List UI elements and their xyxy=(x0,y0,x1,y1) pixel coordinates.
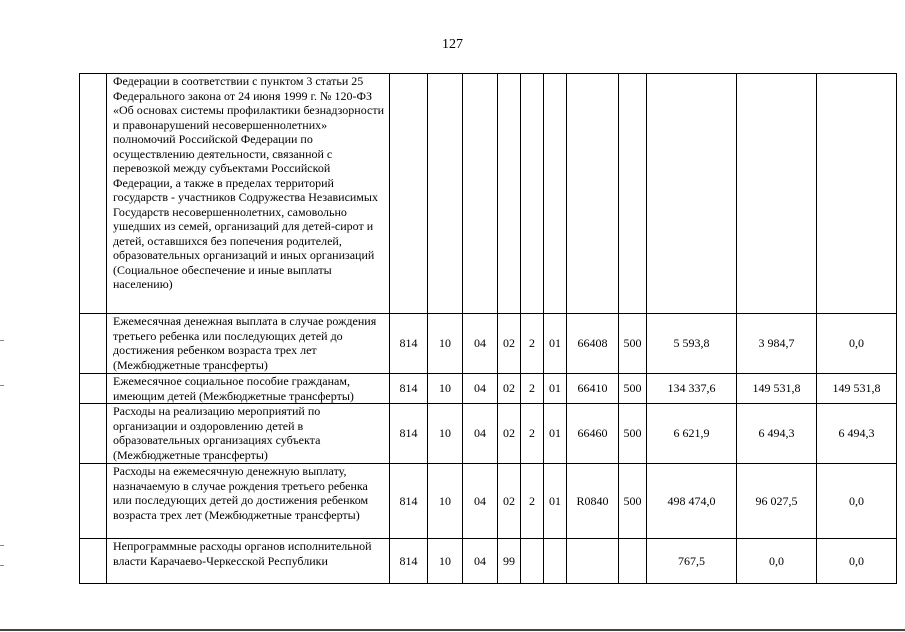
program-cell: 02 xyxy=(498,464,521,539)
subsection-cell: 04 xyxy=(463,314,498,374)
table-row xyxy=(80,404,897,464)
table-row xyxy=(80,539,897,584)
description-cell: Федерации в соответствии с пунктом 3 статьи 25 Федерального закона от 24 июня 1999 г. № 120-ФЗ «Об основах системы профилактики безнадзорности и правонарушений несовершеннолетних» полномочий Российской Федерации по осуществлению деятельности, связанной с перевозкой между субъектами Российской Федерации, а также в пределах территорий государств - участников Содружества Независимых Государств несовершеннолетних, самовольно ушедших из семей, организаций для детей-сирот и детей, оставшихся без попечения родителей, образовательных организаций и иных организаций (Социальное обеспечение и иные выплаты населению) xyxy=(107,74,390,314)
amount-year1-cell: 498 474,0 xyxy=(647,464,737,539)
amount-year1-cell: 6 621,9 xyxy=(647,404,737,464)
amount-year3-cell: 149 531,8 xyxy=(817,374,897,404)
table-row xyxy=(80,464,897,539)
amount-year3-cell xyxy=(817,74,897,314)
subsection-cell: 04 xyxy=(463,404,498,464)
amount-year1-cell: 5 593,8 xyxy=(647,314,737,374)
budget-table xyxy=(79,73,897,584)
direction-cell: 66410 xyxy=(567,374,619,404)
amount-year1-cell xyxy=(647,74,737,314)
amount-year2-cell: 0,0 xyxy=(737,539,817,584)
ministry-code-cell: 814 xyxy=(390,539,428,584)
direction-cell xyxy=(567,539,619,584)
section-cell: 10 xyxy=(428,539,463,584)
margin-mark xyxy=(0,565,4,566)
amount-year3-cell: 0,0 xyxy=(817,464,897,539)
expense-type-cell: 500 xyxy=(619,374,647,404)
subprogram-cell: 2 xyxy=(521,404,544,464)
description-cell: Ежемесячная денежная выплата в случае рождения третьего ребенка или последующих детей до достижения ребенком возраста трех лет (Межбюджетные трансферты) xyxy=(107,314,390,374)
amount-year3-cell: 0,0 xyxy=(817,314,897,374)
ministry-code-cell: 814 xyxy=(390,314,428,374)
measure-cell: 01 xyxy=(544,404,567,464)
ministry-code-cell: 814 xyxy=(390,464,428,539)
subsection-cell: 04 xyxy=(463,539,498,584)
program-cell: 02 xyxy=(498,314,521,374)
amount-year2-cell: 6 494,3 xyxy=(737,404,817,464)
measure-cell: 01 xyxy=(544,374,567,404)
table-row xyxy=(80,74,897,314)
table-row xyxy=(80,314,897,374)
page-number: 127 xyxy=(442,37,463,52)
table-row xyxy=(80,374,897,404)
direction-cell: 66408 xyxy=(567,314,619,374)
measure-cell: 01 xyxy=(544,464,567,539)
section-cell: 10 xyxy=(428,314,463,374)
subprogram-cell xyxy=(521,539,544,584)
ministry-code-cell: 814 xyxy=(390,374,428,404)
direction-cell xyxy=(567,74,619,314)
amount-year2-cell: 149 531,8 xyxy=(737,374,817,404)
expense-type-cell xyxy=(619,539,647,584)
direction-cell: R0840 xyxy=(567,464,619,539)
section-cell: 10 xyxy=(428,374,463,404)
margin-mark xyxy=(0,385,4,386)
description-cell: Расходы на ежемесячную денежную выплату, назначаемую в случае рождения третьего ребенка или последующих детей до достижения ребенком возраста трех лет (Межбюджетные трансферты) xyxy=(107,464,390,539)
measure-cell xyxy=(544,74,567,314)
subprogram-cell xyxy=(521,74,544,314)
margin-mark xyxy=(0,545,4,546)
subsection-cell xyxy=(463,74,498,314)
program-cell: 02 xyxy=(498,374,521,404)
measure-cell xyxy=(544,539,567,584)
direction-cell: 66460 xyxy=(567,404,619,464)
description-cell: Ежемесячное социальное пособие гражданам, имеющим детей (Межбюджетные трансферты) xyxy=(107,374,390,404)
subprogram-cell: 2 xyxy=(521,464,544,539)
amount-year2-cell: 96 027,5 xyxy=(737,464,817,539)
program-cell: 02 xyxy=(498,404,521,464)
expense-type-cell xyxy=(619,74,647,314)
amount-year2-cell: 3 984,7 xyxy=(737,314,817,374)
amount-year3-cell: 0,0 xyxy=(817,539,897,584)
subsection-cell: 04 xyxy=(463,374,498,404)
amount-year2-cell xyxy=(737,74,817,314)
index-cell xyxy=(80,404,107,464)
index-cell xyxy=(80,374,107,404)
description-cell: Расходы на реализацию мероприятий по организации и оздоровлению детей в образовательных организациях субъекта (Межбюджетные трансферты) xyxy=(107,404,390,464)
subsection-cell: 04 xyxy=(463,464,498,539)
ministry-code-cell: 814 xyxy=(390,404,428,464)
amount-year1-cell: 134 337,6 xyxy=(647,374,737,404)
index-cell xyxy=(80,314,107,374)
bottom-rule xyxy=(0,629,905,631)
section-cell: 10 xyxy=(428,404,463,464)
program-cell xyxy=(498,74,521,314)
ministry-code-cell xyxy=(390,74,428,314)
program-cell: 99 xyxy=(498,539,521,584)
margin-mark xyxy=(0,340,4,341)
index-cell xyxy=(80,464,107,539)
section-cell xyxy=(428,74,463,314)
section-cell: 10 xyxy=(428,464,463,539)
amount-year3-cell: 6 494,3 xyxy=(817,404,897,464)
expense-type-cell: 500 xyxy=(619,464,647,539)
index-cell xyxy=(80,539,107,584)
subprogram-cell: 2 xyxy=(521,374,544,404)
amount-year1-cell: 767,5 xyxy=(647,539,737,584)
expense-type-cell: 500 xyxy=(619,314,647,374)
measure-cell: 01 xyxy=(544,314,567,374)
description-cell: Непрограммные расходы органов исполнительной власти Карачаево-Черкесской Республики xyxy=(107,539,390,584)
expense-type-cell: 500 xyxy=(619,404,647,464)
index-cell xyxy=(80,74,107,314)
subprogram-cell: 2 xyxy=(521,314,544,374)
